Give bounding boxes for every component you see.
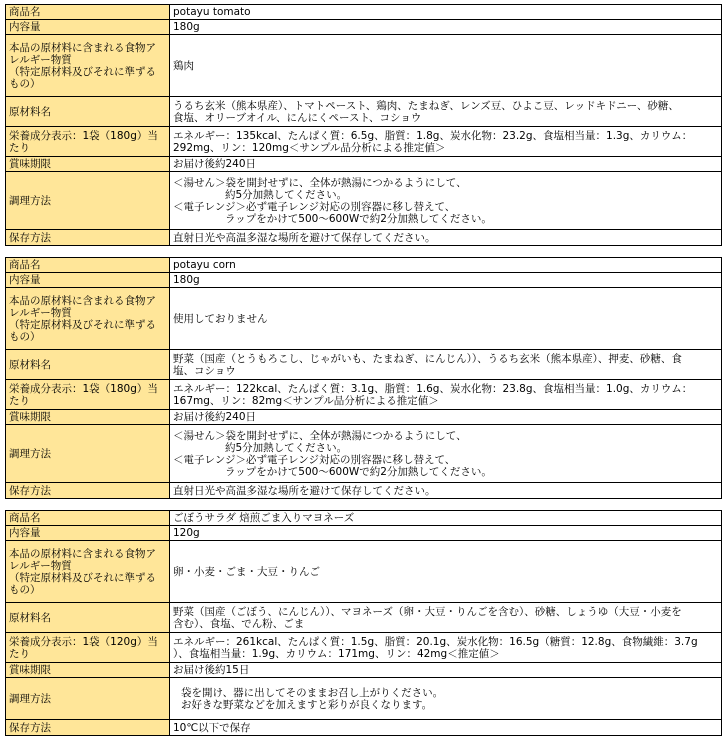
product-nutrition: エネルギー：135kcal、たんぱく質：6.5g、脂質：1.8g、炭水化物：23.2g、食塩相当量：1.3g、カリウム： 292mg、リン：120mg＜サンプル品分析による推定値＞ [170, 127, 722, 157]
product-name: ごぼうサラダ 焙煎ごま入りマヨネーズ [170, 511, 722, 526]
product-ingredients: 野菜（国産（ごぼう、にんじん））、マヨネーズ（卵・大豆・りんごを含む）、砂糖、しょうゆ（大豆・小麦を 含む）、食塩、でん粉、ごま [170, 603, 722, 633]
label-shelf-life: 賞味期限 [6, 157, 170, 172]
product-volume: 120g [170, 526, 722, 541]
label-volume: 内容量 [6, 273, 170, 288]
label-cooking: 調理方法 [6, 172, 170, 230]
product-allergens: 鶏肉 [170, 35, 722, 97]
label-nutrition: 栄養成分表示：1袋（180g）当 たり [6, 127, 170, 157]
label-allergens: 本品の原材料に含まれる食物ア レルギー物質 （特定原材料及びそれに準ずる もの） [6, 288, 170, 350]
product-table-gobou-salad [5, 510, 722, 736]
label-nutrition: 栄養成分表示：1袋（120g）当 たり [6, 633, 170, 663]
product-table-corn [5, 257, 722, 499]
product-volume: 180g [170, 273, 722, 288]
label-ingredients: 原材料名 [6, 97, 170, 127]
product-nutrition: エネルギー：261kcal、たんぱく質：1.5g、脂質：20.1g、炭水化物：16.5g（糖質：12.8g、食物繊維：3.7g ）、食塩相当量：1.9g、カリウム：171mg、リン：42mg＜推定値＞ [170, 633, 722, 663]
label-volume: 内容量 [6, 20, 170, 35]
label-allergens: 本品の原材料に含まれる食物ア レルギー物質 （特定原材料及びそれに準ずる もの） [6, 541, 170, 603]
product-table-tomato [5, 4, 722, 246]
product-nutrition: エネルギー：122kcal、たんぱく質：3.1g、脂質：1.6g、炭水化物：23.8g、食塩相当量：1.0g、カリウム： 167mg、リン：82mg＜サンプル品分析による推定値＞ [170, 380, 722, 410]
product-volume: 180g [170, 20, 722, 35]
label-storage: 保存方法 [6, 230, 170, 246]
label-name: 商品名 [6, 258, 170, 273]
label-storage: 保存方法 [6, 483, 170, 499]
label-shelf-life: 賞味期限 [6, 410, 170, 425]
product-storage: 直射日光や高温多湿な場所を避けて保存してください。 [170, 230, 722, 246]
product-ingredients: うるち玄米（熊本県産）、トマトペースト、鶏肉、たまねぎ、レンズ豆、ひよこ豆、レッドキドニー、砂糖、 食塩、オリーブオイル、にんにくペースト、コショウ [170, 97, 722, 127]
label-name: 商品名 [6, 5, 170, 20]
product-shelf-life: お届け後約240日 [170, 157, 722, 172]
product-name: potayu corn [170, 258, 722, 273]
product-allergens: 卵・小麦・ごま・大豆・りんご [170, 541, 722, 603]
product-storage: 直射日光や高温多湿な場所を避けて保存してください。 [170, 483, 722, 499]
label-name: 商品名 [6, 511, 170, 526]
label-cooking: 調理方法 [6, 425, 170, 483]
label-storage: 保存方法 [6, 720, 170, 736]
label-shelf-life: 賞味期限 [6, 663, 170, 678]
label-ingredients: 原材料名 [6, 603, 170, 633]
product-name: potayu tomato [170, 5, 722, 20]
label-cooking: 調理方法 [6, 678, 170, 720]
product-shelf-life: お届け後約15日 [170, 663, 722, 678]
product-cooking: 袋を開け、器に出してそのままお召し上がりください。 お好きな野菜などを加えますと彩りが良くなります。 [170, 678, 722, 720]
product-cooking: ＜湯せん＞袋を開封せずに、全体が熱湯につかるようにして、 約5分加熱してください。 ＜電子レンジ＞必ず電子レンジ対応の別容器に移し替えて、 ラップをかけて500～600Wで約2分加熱してください。 [170, 172, 722, 230]
label-nutrition: 栄養成分表示：1袋（180g）当 たり [6, 380, 170, 410]
product-ingredients: 野菜（国産（とうもろこし、じゃがいも、たまねぎ、にんじん））、うるち玄米（熊本県産）、押麦、砂糖、食 塩、コショウ [170, 350, 722, 380]
product-allergens: 使用しておりません [170, 288, 722, 350]
label-volume: 内容量 [6, 526, 170, 541]
product-shelf-life: お届け後約240日 [170, 410, 722, 425]
label-ingredients: 原材料名 [6, 350, 170, 380]
product-cooking: ＜湯せん＞袋を開封せずに、全体が熱湯につかるようにして、 約5分加熱してください。 ＜電子レンジ＞必ず電子レンジ対応の別容器に移し替えて、 ラップをかけて500～600Wで約2分加熱してください。 [170, 425, 722, 483]
label-allergens: 本品の原材料に含まれる食物ア レルギー物質 （特定原材料及びそれに準ずる もの） [6, 35, 170, 97]
product-storage: 10℃以下で保存 [170, 720, 722, 736]
